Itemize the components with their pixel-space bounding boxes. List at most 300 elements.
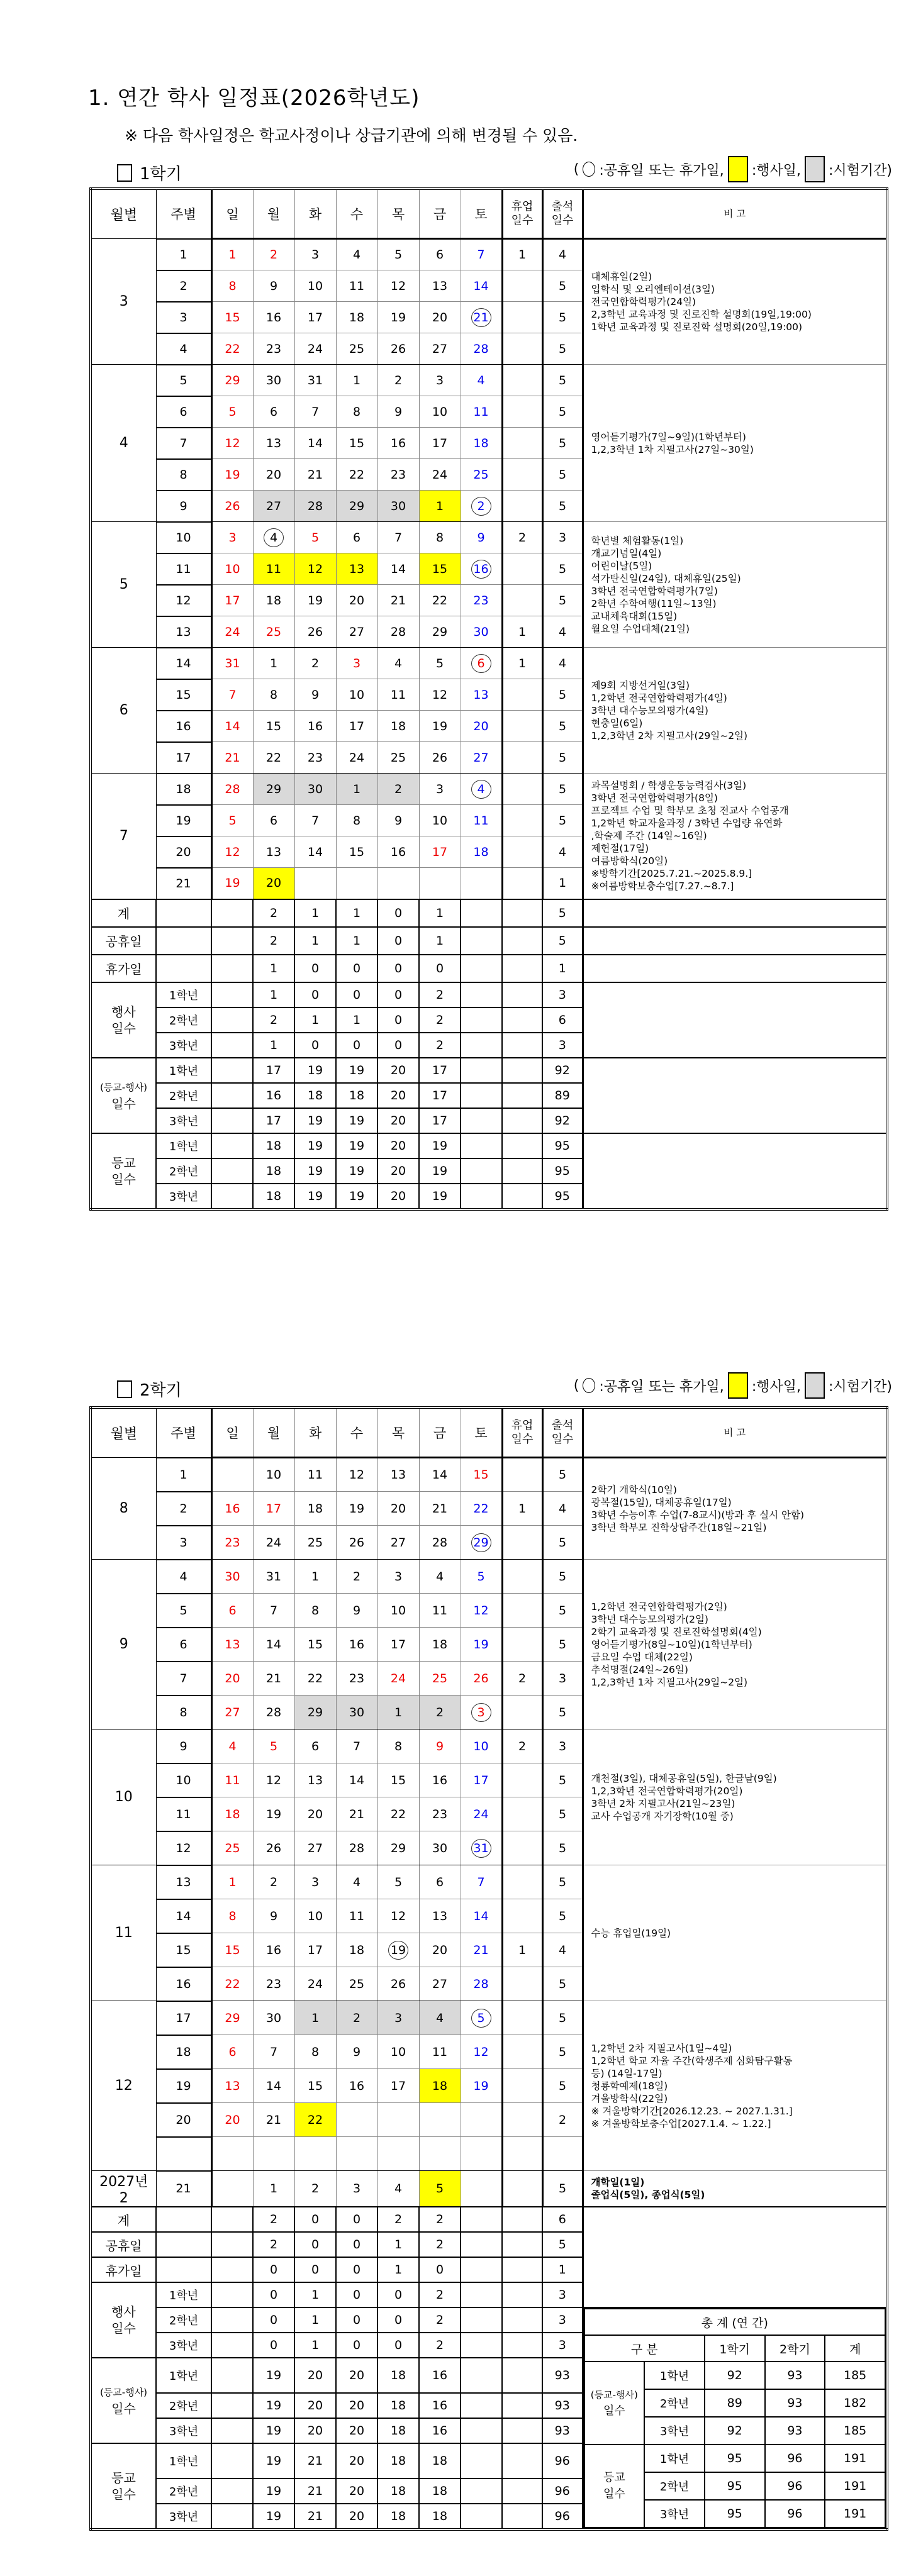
grade-value: 19 [419,1133,461,1158]
annual-total: 191 [825,2472,885,2500]
grade-value: 20 [294,2418,336,2443]
date: 15 [225,310,240,325]
week-number: 12 [156,1831,211,1865]
date: 16 [265,310,282,325]
grade-value: 20 [377,1158,419,1184]
grade-label: 3학년 [156,2418,211,2443]
week-number: 7 [156,1662,211,1696]
header-day-4: 목 [377,1407,419,1458]
grade-blank [461,2358,502,2393]
day-cell [211,522,253,553]
date: 20 [265,876,282,891]
day-cell [253,270,294,302]
month-cell: 8 [91,1458,156,1560]
day-cell [294,1526,336,1560]
annual-sem1: 95 [705,2500,765,2528]
holiday-circled-date: 29 [471,1533,491,1552]
day-cell [211,742,253,774]
day-cell [461,553,502,585]
grade-value: 20 [377,1058,419,1083]
day-cell [461,742,502,774]
date: 22 [432,593,448,608]
date: 18 [473,845,489,859]
grade-value: 21 [294,2443,336,2479]
day-cell [211,1628,253,1662]
date: 19 [307,593,323,608]
attend-days-value: 3 [542,1729,583,1763]
annual-grade: 3학년 [644,2500,705,2528]
day-cell [461,1492,502,1526]
grade-group-label [91,1133,156,1209]
attend-days-value: 5 [542,679,583,711]
date: 5 [435,656,444,670]
grade-value: 2 [419,1008,461,1033]
grade-value: 19 [336,1108,377,1133]
date: 19 [225,876,240,891]
day-cell [377,1696,419,1729]
week-row [91,774,887,805]
date: 23 [265,341,282,356]
day-cell [419,2137,461,2171]
date: 11 [473,813,489,828]
grade-blank [211,2282,253,2307]
grade-group-label [91,2282,156,2358]
summary-total: 1 [542,2257,583,2282]
grade-value: 21 [294,2479,336,2504]
day-cell [377,2137,419,2171]
day-cell [211,1729,253,1763]
date: 30 [265,2011,282,2025]
date: 25 [349,1977,365,1991]
grade-value: 1 [294,2333,336,2358]
annual-sem2: 93 [765,2417,825,2445]
day-cell [253,1458,294,1492]
date: 28 [307,499,323,513]
annual-header-total: 계 [825,2335,885,2362]
week-number: 15 [156,679,211,711]
remarks-cell: 학년별 체험활동(1일) 개교기념일(4일) 어린이날(5일) 석가탄신일(24일), 대체휴일(25일) 3학년 전국연합학력평가(7일) 2학년 수학여행(11일~13일) 교내체육대회(15일) 월요일 수업대체(21일) [583,522,887,648]
grade-blank [211,1108,253,1133]
date: 30 [349,1705,365,1719]
date: 15 [225,1943,240,1957]
attend-days-value: 5 [542,1696,583,1729]
week-number: 18 [156,2035,211,2069]
day-cell [461,2137,502,2171]
summary-blank [156,927,211,955]
date: 18 [390,719,406,733]
day-cell [377,868,419,899]
remarks-cell: 개천절(3일), 대체공휴일(5일), 한글날(9일) 1,2,3학년 전국연합학력평가(20일) 3학년 2차 지필고사(21일~23일) 교사 수업공개 자기장학(10월 중) [583,1729,887,1865]
week-number: 2 [156,270,211,302]
day-cell [336,2001,377,2035]
date: 17 [265,1501,282,1516]
date: 21 [390,593,406,608]
off-days-value [502,302,542,333]
summary-value: 0 [253,2257,294,2282]
week-number: 11 [156,553,211,585]
day-cell [336,1662,377,1696]
day-cell [211,2035,253,2069]
day-cell [461,774,502,805]
date: 20 [307,1807,323,1821]
grade-total: 3 [542,1033,583,1058]
summary-remark-blank [583,899,887,927]
header-attend-days: 출석 일수 [542,1407,583,1458]
date: 15 [349,436,365,450]
date: 7 [352,1739,361,1753]
date: 22 [307,1671,323,1685]
day-cell [253,2069,294,2103]
day-cell [461,302,502,333]
day-cell [461,1865,502,1899]
date: 2 [311,2182,320,2196]
date: 30 [473,625,489,639]
date: 14 [265,1637,282,1652]
date: 17 [307,310,323,325]
date: 18 [349,310,365,325]
day-cell [419,1594,461,1628]
day-cell [294,1662,336,1696]
date: 7 [477,248,485,262]
summary-blank [461,2207,502,2232]
day-cell [253,428,294,459]
date: 17 [390,2079,406,2093]
header-day-4: 목 [377,189,419,239]
grade-value: 19 [294,1133,336,1158]
date: 13 [265,845,282,859]
day-cell [336,1526,377,1560]
date: 17 [307,1943,323,1957]
date: 9 [352,1603,361,1618]
day-cell [419,774,461,805]
date: 5 [228,404,237,419]
grade-value: 18 [253,1133,294,1158]
day-cell [253,1797,294,1831]
week-number: 11 [156,1797,211,1831]
date: 7 [269,1603,278,1618]
date: 16 [432,1773,448,1787]
date: 3 [394,1569,403,1584]
date: 29 [225,373,240,387]
month-cell: 7 [91,774,156,899]
annual-sem1: 92 [705,2362,765,2389]
grade-value: 2 [419,1033,461,1058]
date: 4 [394,656,403,670]
date: 15 [265,719,282,733]
date: 5 [311,530,320,545]
date: 2 [435,1705,444,1719]
off-days-value: 1 [502,1933,542,1967]
week-number: 1 [156,239,211,270]
date: 12 [225,845,240,859]
summary-blank [156,955,211,982]
summary-remark-blank [583,1058,887,1133]
summary-blank [502,2257,542,2282]
summary-row [91,899,887,927]
day-cell [419,1628,461,1662]
date: 1 [352,782,361,796]
circle-holiday-icon [583,162,595,177]
date: 30 [432,1841,448,1855]
day-cell [253,1865,294,1899]
date: 17 [432,845,448,859]
week-number: 3 [156,302,211,333]
off-days-value [502,836,542,868]
week-number: 13 [156,616,211,648]
day-cell [294,491,336,522]
summary-row [91,955,887,982]
day-cell [211,459,253,491]
grade-blank [502,2443,542,2479]
date: 19 [473,1637,489,1652]
grade-value: 18 [419,2479,461,2504]
day-cell [419,2001,461,2035]
attend-days-value: 5 [542,1628,583,1662]
date: 4 [352,248,361,262]
date: 20 [265,467,282,482]
day-cell [377,2171,419,2207]
grade-blank [211,2333,253,2358]
grade-total: 93 [542,2358,583,2393]
grade-value: 16 [419,2358,461,2393]
grade-value: 18 [377,2418,419,2443]
grade-value: 18 [377,2504,419,2529]
grade-total: 89 [542,1083,583,1108]
day-cell [377,585,419,616]
legend-event-label: :행사일, [751,1379,801,1395]
day-cell [211,1797,253,1831]
summary-label: 계 [91,2207,156,2232]
annual-sem2: 96 [765,2500,825,2528]
day-cell [253,1662,294,1696]
day-cell [377,2069,419,2103]
grade-value: 20 [336,2358,377,2393]
date: 10 [473,1739,489,1753]
day-cell [294,270,336,302]
day-cell [336,553,377,585]
grade-value: 19 [253,2479,294,2504]
annual-header-category: 구 분 [584,2335,705,2362]
day-cell [377,1662,419,1696]
header-day-1: 월 [253,1407,294,1458]
annual-sem1: 89 [705,2389,765,2417]
grade-row [91,1058,887,1083]
off-days-value [502,679,542,711]
summary-label: 휴가일 [91,2257,156,2282]
grade-blank [461,2443,502,2479]
off-days-value [502,868,542,899]
grade-value: 20 [294,2393,336,2418]
date: 5 [228,813,237,828]
attend-days-value: 4 [542,1933,583,1967]
day-cell [294,2035,336,2069]
day-cell [461,585,502,616]
summary-value: 2 [419,2232,461,2257]
day-cell [253,333,294,365]
date: 9 [311,687,320,702]
date: 18 [307,1501,323,1516]
summary-value: 2 [253,2207,294,2232]
attend-days-value: 5 [542,491,583,522]
day-cell [419,2171,461,2207]
date: 11 [265,562,282,576]
day-cell [461,2171,502,2207]
day-cell [419,365,461,396]
day-cell [336,2171,377,2207]
date: 23 [225,1535,240,1550]
date: 18 [225,1807,240,1821]
day-cell [294,333,336,365]
date: 19 [225,467,240,482]
day-cell [294,302,336,333]
month-cell: 10 [91,1729,156,1865]
date: 29 [307,1705,323,1719]
date: 7 [394,530,403,545]
date: 10 [307,1909,323,1923]
day-cell [211,868,253,899]
annual-sem2: 93 [765,2389,825,2417]
week-number: 20 [156,836,211,868]
summary-blank [461,899,502,927]
day-cell [211,239,253,270]
date: 28 [473,341,489,356]
day-cell [377,553,419,585]
annual-total: 185 [825,2362,885,2389]
date: 1 [228,1875,237,1889]
date: 27 [265,499,282,513]
holiday-circled-date: 4 [471,780,491,799]
date: 30 [225,1569,240,1584]
date: 27 [225,1705,240,1719]
day-cell [336,1729,377,1763]
date: 11 [349,279,365,293]
summary-blank [211,955,253,982]
grade-blank [461,2418,502,2443]
week-number: 5 [156,365,211,396]
date: 13 [432,279,448,293]
date: 12 [432,687,448,702]
date: 29 [225,2011,240,2025]
day-cell [461,679,502,711]
semester-2-title: 2학기 [140,1381,182,1400]
date: 16 [390,436,406,450]
day-cell [419,522,461,553]
day-cell [253,742,294,774]
day-cell [377,1458,419,1492]
summary-row [91,2207,887,2232]
day-cell [461,2103,502,2137]
day-cell [377,616,419,648]
day-cell [211,648,253,679]
day-cell [419,1458,461,1492]
grade-blank [461,2479,502,2504]
day-cell [336,459,377,491]
date: 16 [349,1637,365,1652]
date: 12 [473,1603,489,1618]
date: 27 [349,625,365,639]
off-days-value [502,1526,542,1560]
day-cell [377,1865,419,1899]
day-cell [419,239,461,270]
date: 7 [477,1875,485,1889]
grade-blank [461,1083,502,1108]
day-cell [336,585,377,616]
day-cell [461,1594,502,1628]
date: 6 [352,530,361,545]
day-cell [336,2137,377,2171]
day-cell [419,1831,461,1865]
day-cell [294,648,336,679]
date: 11 [432,2045,448,2059]
day-cell [211,1933,253,1967]
grade-value: 19 [294,1108,336,1133]
summary-blank [211,2207,253,2232]
summary-value: 1 [377,2232,419,2257]
day-cell [461,365,502,396]
date: 20 [473,719,489,733]
circle-holiday-icon [583,1378,595,1393]
remarks-cell: 수능 휴업일(19일) [583,1865,887,2001]
remarks-cell: 2학기 개학식(10일) 광복절(15일), 대체공휴일(17일) 3학년 수능이후 수업(7-8교시)(방과 후 실시 안함) 3학년 학부모 진학상담주간(18일~21일) [583,1458,887,1560]
date: 7 [311,404,320,419]
day-cell [336,239,377,270]
grade-total: 95 [542,1158,583,1184]
grade-value: 1 [336,1008,377,1033]
date: 10 [390,2045,406,2059]
date: 9 [435,1739,444,1753]
day-cell [336,1763,377,1797]
holiday-circled-date: 19 [388,1941,408,1960]
grade-group-title: 일수 [111,1096,136,1111]
attend-days-value: 5 [542,1594,583,1628]
day-cell [419,270,461,302]
day-cell [336,774,377,805]
day-cell [211,774,253,805]
day-cell [377,805,419,836]
day-cell [253,1729,294,1763]
attend-days-value: 5 [542,302,583,333]
date: 23 [265,1977,282,1991]
date: 16 [307,719,323,733]
grade-value: 20 [377,1133,419,1158]
date: 17 [473,1773,489,1787]
attend-days-value: 5 [542,396,583,428]
week-row [91,648,887,679]
week-number: 1 [156,1458,211,1492]
summary-total: 6 [542,2207,583,2232]
day-cell [419,616,461,648]
date: 15 [349,845,365,859]
attend-days-value: 5 [542,365,583,396]
date: 20 [349,593,365,608]
day-cell [211,428,253,459]
grade-total: 96 [542,2479,583,2504]
day-cell [419,1492,461,1526]
date: 8 [435,530,444,545]
day-cell [294,711,336,742]
grade-blank [211,2307,253,2333]
week-row [91,1560,887,1594]
summary-remark-blank [583,955,887,982]
day-cell [461,270,502,302]
grade-value: 0 [377,1008,419,1033]
day-cell [253,553,294,585]
header-day-3: 수 [336,189,377,239]
page-note: ※ 다음 학사일정은 학교사정이나 상급기관에 의해 변경될 수 있음. [125,126,578,145]
legend-exam-label: :시험기간) [828,162,892,179]
day-cell [461,1967,502,2001]
day-cell [253,459,294,491]
